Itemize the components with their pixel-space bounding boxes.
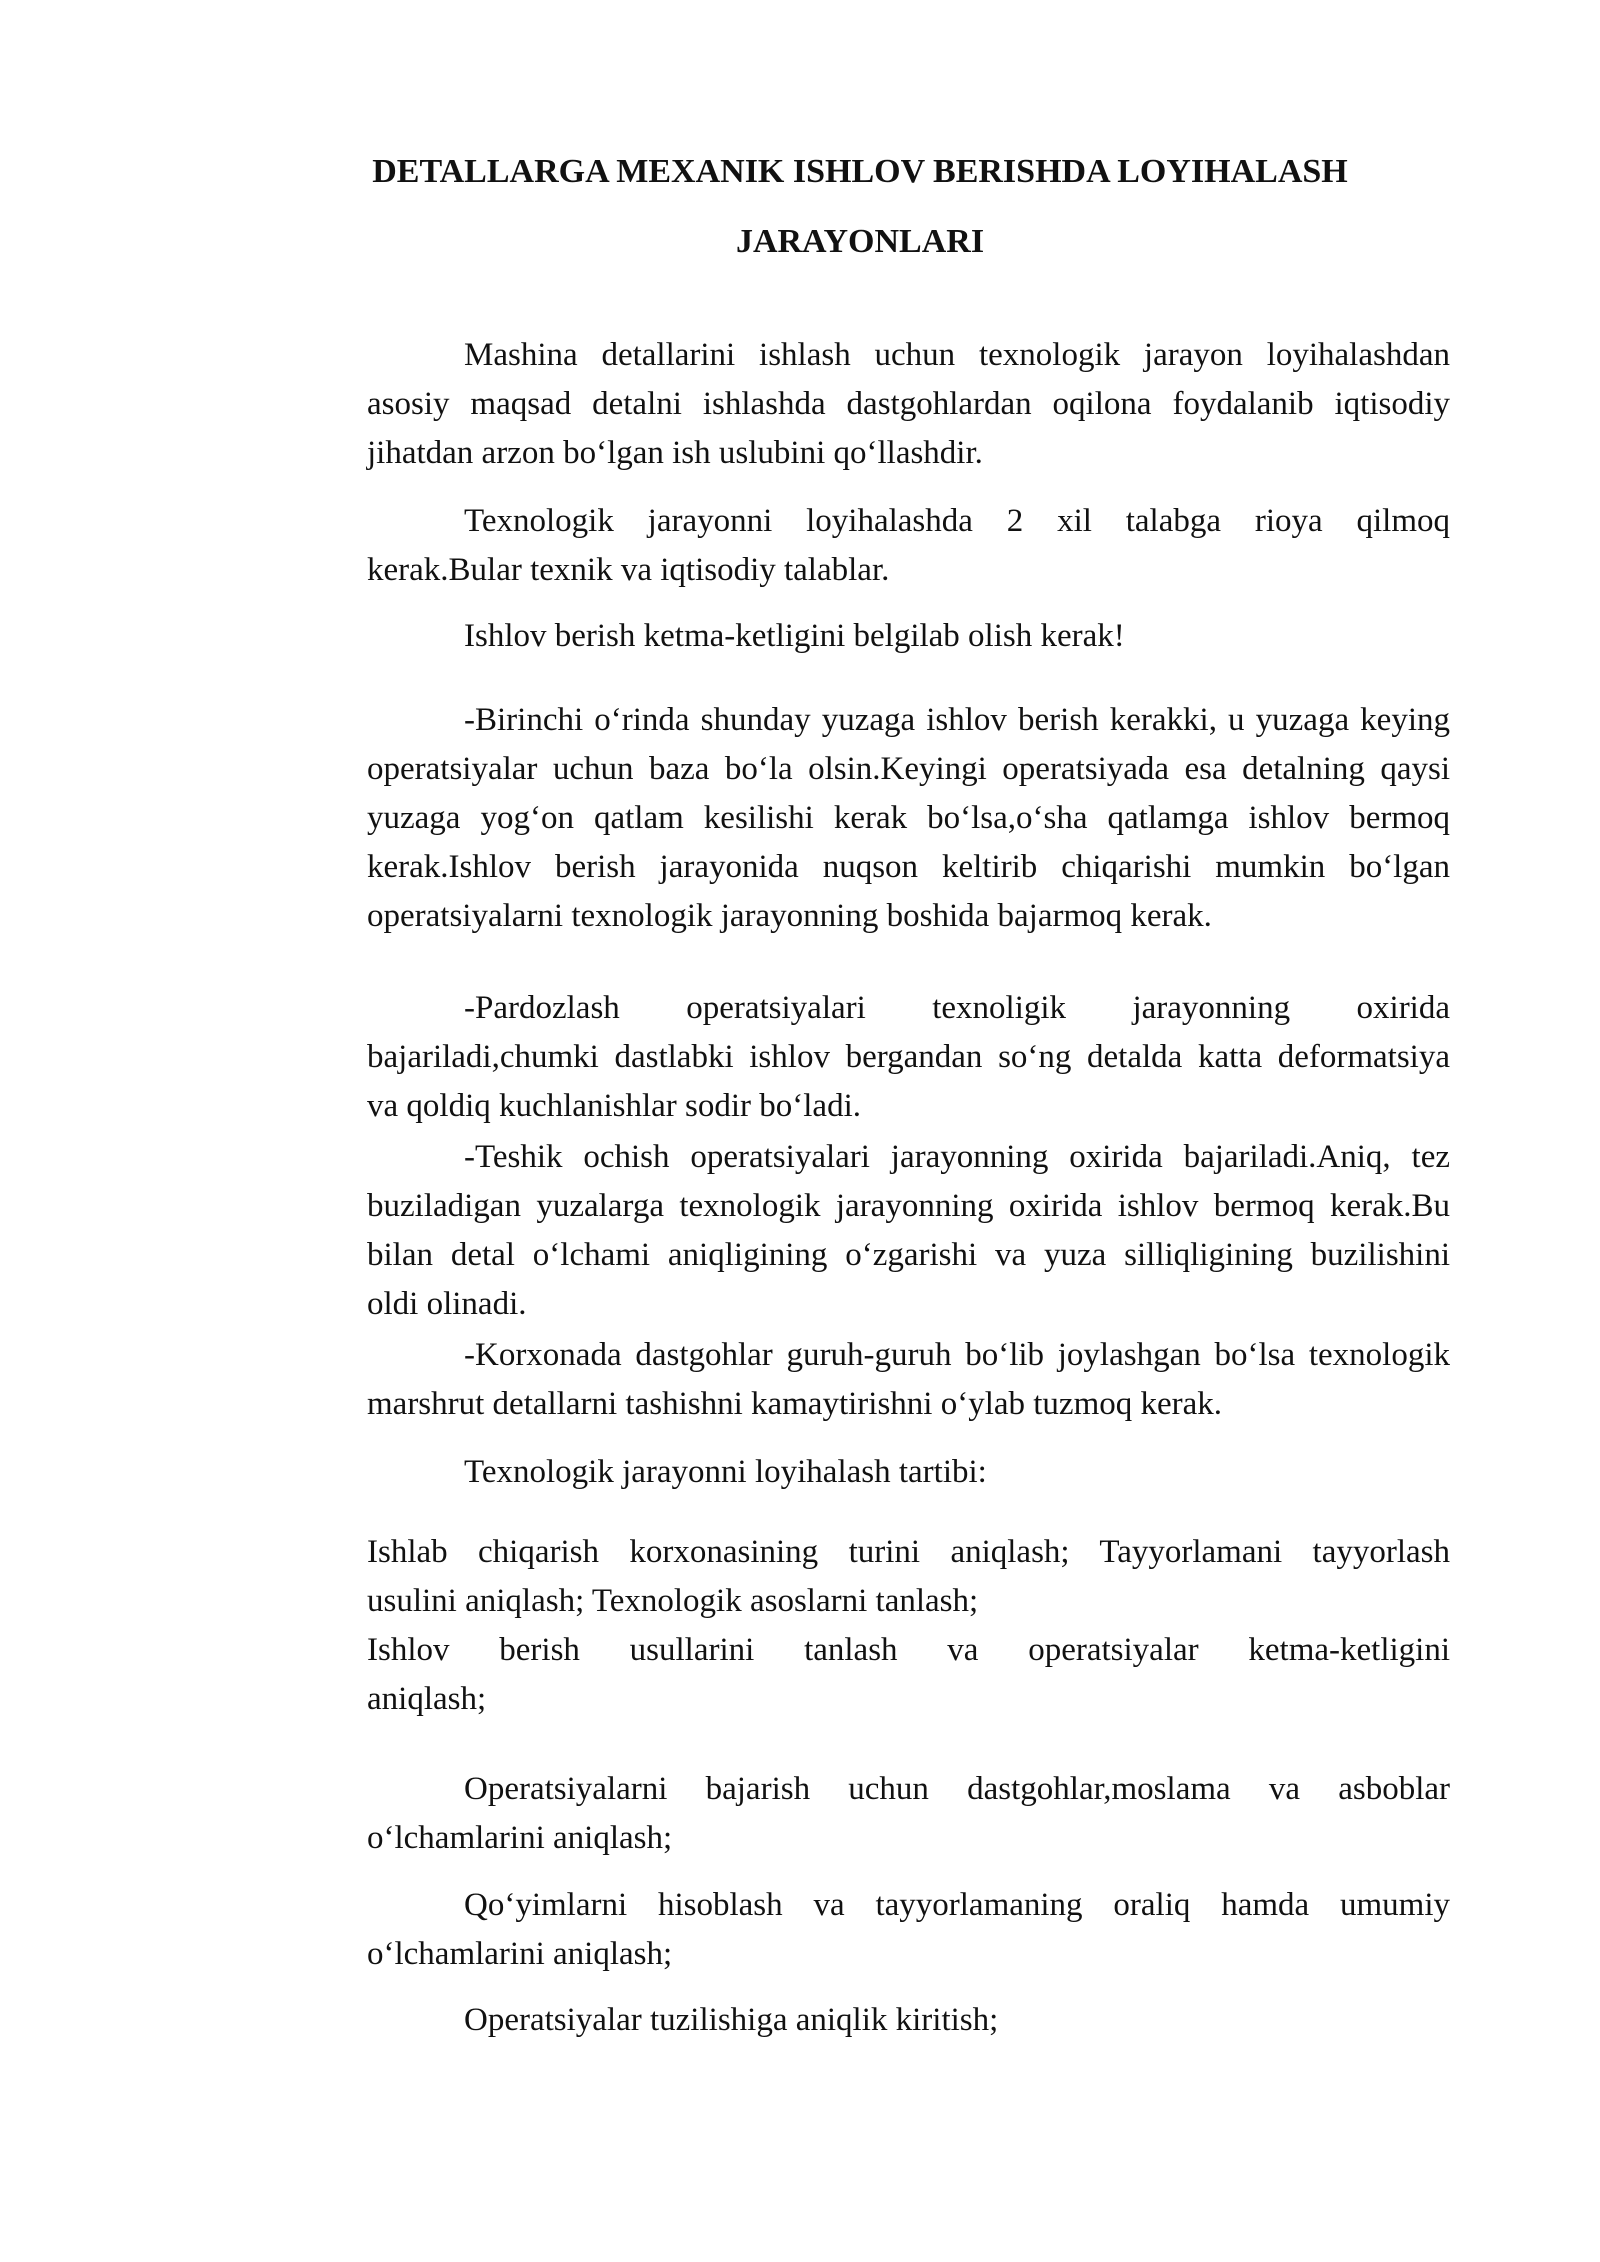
step-line: o‘lchamlarini aniqlash; <box>367 1820 673 1856</box>
paragraph-line: Ishlov berish ketma-ketligini belgilab olish kerak! <box>464 618 1125 654</box>
step-line: Operatsiyalar tuzilishiga aniqlik kiritish; <box>464 2002 999 2038</box>
paragraph-line: asosiy maqsad detalni ishlashda dastgohlardan oqilona foydalanib iqtisodiy <box>367 386 1450 422</box>
step-allowances <box>270 1881 1450 1979</box>
paragraph-drilling <box>270 1133 1450 1329</box>
paragraph-line: oldi olinadi. <box>367 1286 527 1322</box>
paragraph-order-heading <box>270 1448 1450 1497</box>
paragraph-route <box>270 1331 1450 1429</box>
paragraph-line: bilan detal o‘lchami aniqligining o‘zgarishi va yuza silliqligining buzilishini <box>367 1237 1450 1273</box>
step-line: Ishlov berish usullarini tanlash va operatsiyalar ketma-ketligini <box>367 1632 1450 1668</box>
title-line-2: JARAYONLARI <box>735 223 985 260</box>
paragraph-line: -Birinchi o‘rinda shunday yuzaga ishlov berish kerakki, u yuzaga keying <box>464 702 1450 738</box>
paragraph-line: operatsiyalar uchun baza bo‘la olsin.Keyingi operatsiyada esa detalning qaysi <box>367 751 1450 787</box>
paragraph-sequence <box>270 612 1450 661</box>
step-line: aniqlash; <box>367 1681 487 1717</box>
paragraph-finishing <box>270 984 1450 1131</box>
paragraph-base-surface <box>270 696 1450 941</box>
step-operations <box>270 1996 1450 2045</box>
step-tools <box>270 1765 1450 1863</box>
paragraph-requirements <box>270 497 1450 595</box>
paragraph-line: bajariladi,chumki dastlabki ishlov bergandan so‘ng detalda katta deformatsiya <box>367 1039 1450 1075</box>
title-line-1: DETALLARGA MEXANIK ISHLOV BERISHDA LOYIHALASH <box>372 153 1348 190</box>
indented-steps-block <box>367 1528 1450 1724</box>
step-line: Ishlab chiqarish korxonasining turini aniqlash; Tayyorlamani tayyorlash <box>367 1534 1450 1570</box>
paragraph-purpose <box>270 331 1450 478</box>
paragraph-line: -Pardozlash operatsiyalari texnoligik jarayonning oxirida <box>464 990 1450 1026</box>
paragraph-line: Texnologik jarayonni loyihalash tartibi: <box>464 1454 987 1490</box>
paragraph-line: kerak.Ishlov berish jarayonida nuqson keltirib chiqarishi mumkin bo‘lgan <box>367 849 1450 885</box>
document-title <box>270 152 1450 262</box>
paragraph-line: Texnologik jarayonni loyihalashda 2 xil talabga rioya qilmoq <box>464 503 1450 539</box>
paragraph-line: buziladigan yuzalarga texnologik jarayonning oxirida ishlov bermoq kerak.Bu <box>367 1188 1450 1224</box>
paragraph-line: yuzaga yog‘on qatlam kesilishi kerak bo‘lsa,o‘sha qatlamga ishlov bermoq <box>367 800 1450 836</box>
step-line: Qo‘yimlarni hisoblash va tayyorlamaning oraliq hamda umumiy <box>464 1887 1450 1923</box>
paragraph-line: Mashina detallarini ishlash uchun texnologik jarayon loyihalashdan <box>464 337 1450 373</box>
paragraph-line: -Teshik ochish operatsiyalari jarayonning oxirida bajariladi.Aniq, tez <box>464 1139 1450 1175</box>
paragraph-line: va qoldiq kuchlanishlar sodir bo‘ladi. <box>367 1088 861 1124</box>
step-line: usulini aniqlash; Texnologik asoslarni tanlash; <box>367 1583 979 1619</box>
paragraph-line: jihatdan arzon bo‘lgan ish uslubini qo‘llashdir. <box>367 435 983 471</box>
paragraph-line: operatsiyalarni texnologik jarayonning boshida bajarmoq kerak. <box>367 898 1212 934</box>
paragraph-line: marshrut detallarni tashishni kamaytirishni o‘ylab tuzmoq kerak. <box>367 1386 1223 1422</box>
step-line: o‘lchamlarini aniqlash; <box>367 1936 673 1972</box>
paragraph-line: -Korxonada dastgohlar guruh-guruh bo‘lib joylashgan bo‘lsa texnologik <box>464 1337 1450 1373</box>
step-line: Operatsiyalarni bajarish uchun dastgohlar,moslama va asboblar <box>464 1771 1450 1807</box>
paragraph-line: kerak.Bular texnik va iqtisodiy talablar. <box>367 552 890 588</box>
